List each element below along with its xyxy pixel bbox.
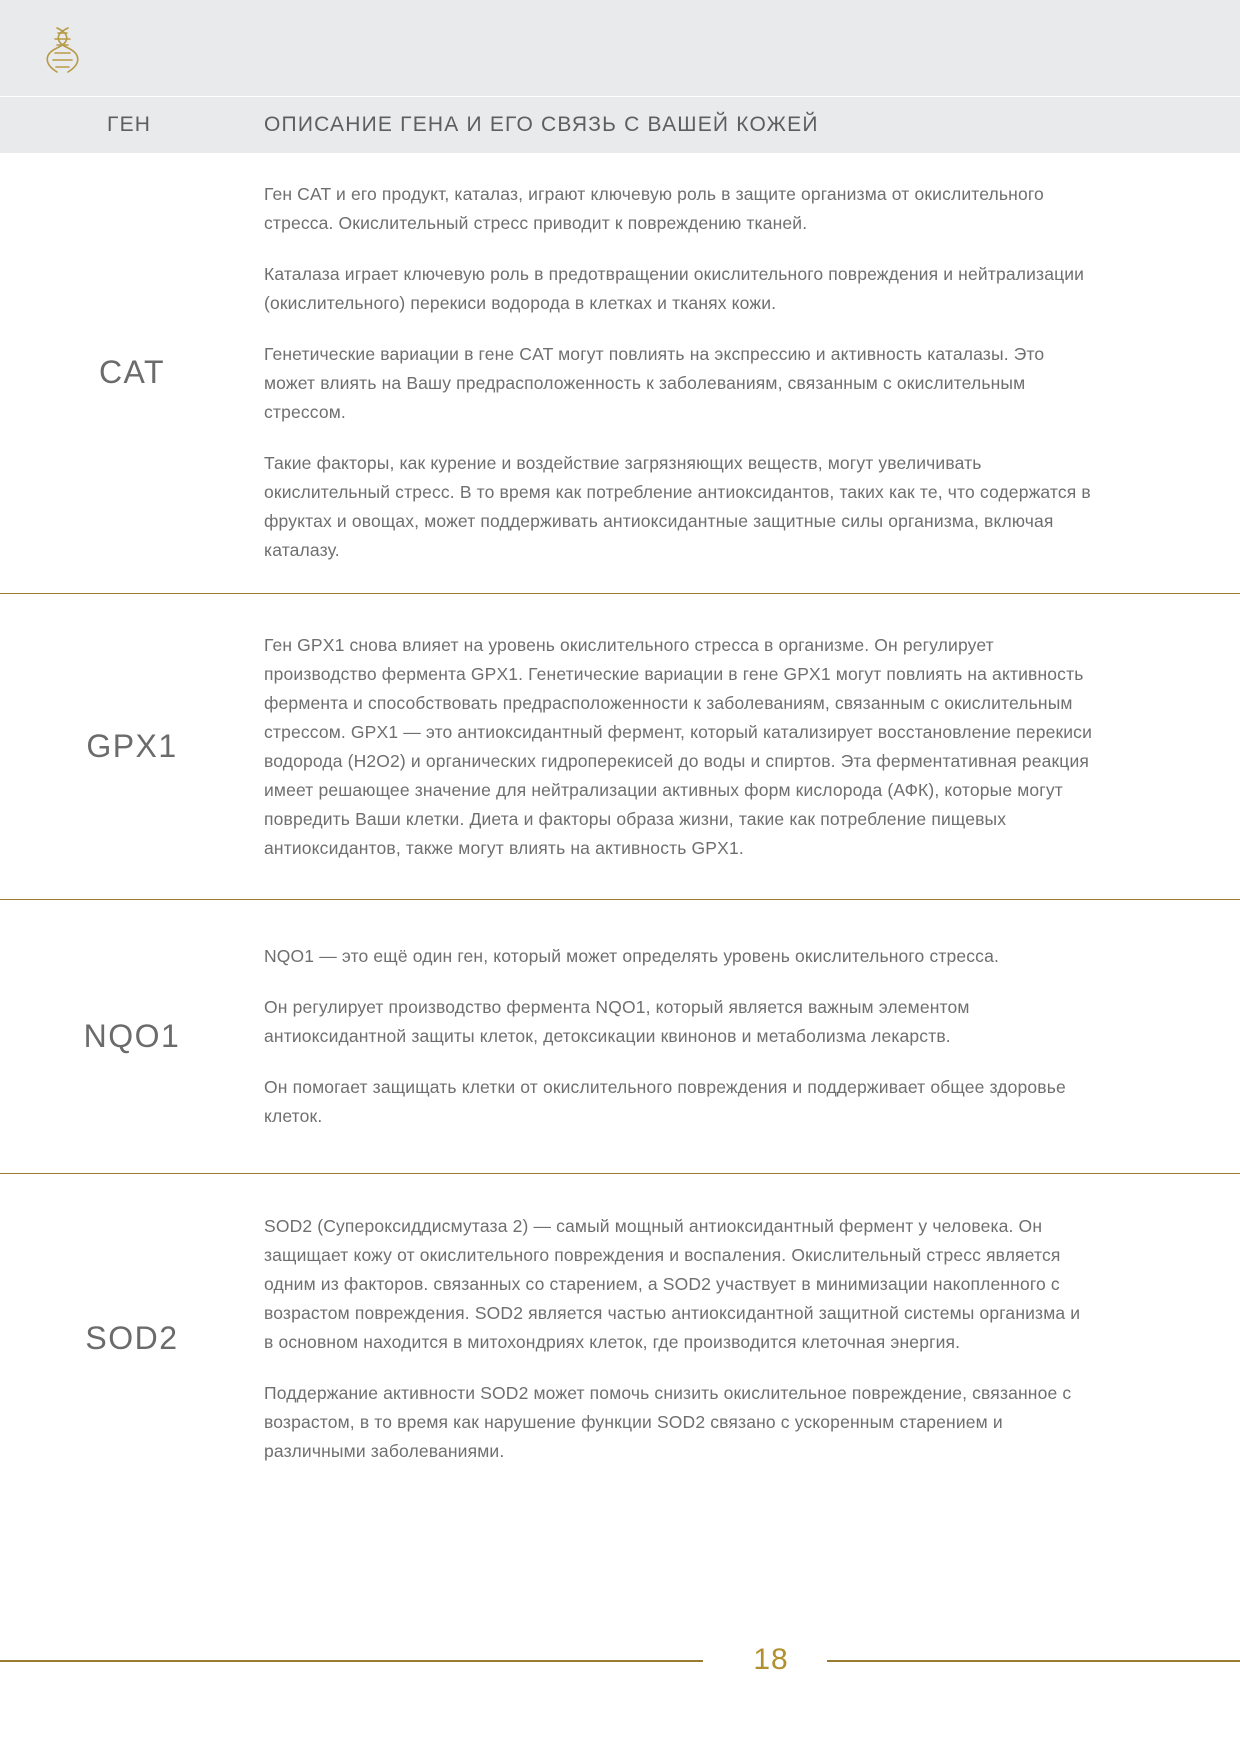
page-footer xyxy=(0,1640,1240,1680)
gene-table-body xyxy=(0,152,1240,1503)
paragraph: Ген GPX1 снова влияет на уровень окислительного стресса в организме. Он регулирует производство фермента GPX1. Генетические вариации в гене GPX1 могут повлиять на активность фермента и способствовать предрасположенности к заболеваниям, связанным с окислительным стрессом. GPX1 — это антиоксидантный фермент, который катализирует восстановление перекиси водорода (H2O2) и органических гидроперекисей до воды и спиртов. Эта ферментативная реакция имеет решающее значение для нейтрализации активных форм кислорода (АФК), которые могут повредить Ваши клетки. Диета и факторы образа жизни, такие как потребление пищевых антиоксидантов, также могут влиять на активность GPX1. xyxy=(264,634,1093,858)
paragraph: Генетические вариации в гене CAT могут повлиять на экспрессию и активность каталазы. Это может влиять на Вашу предрасположенность к заболеваниям, связанным с окислительным стрессом. xyxy=(264,344,1045,422)
footer-rule-right xyxy=(827,1660,1240,1662)
column-header-gene: ГЕН xyxy=(107,113,152,136)
paragraph: Он помогает защищать клетки от окислительного повреждения и поддерживает общее здоровье клеток. xyxy=(264,1077,1066,1126)
table-row xyxy=(0,593,1240,899)
page-header-bar xyxy=(0,0,1240,96)
table-row xyxy=(0,152,1240,593)
gene-description xyxy=(264,914,1240,1159)
table-header-row xyxy=(0,96,1240,153)
paragraph: Ген CAT и его продукт, каталаз, играют ключевую роль в защите организма от окислительного стресса. Окислительный стресс приводит к повреждению тканей. xyxy=(264,184,1044,233)
paragraph: NQO1 — это ещё один ген, который может определять уровень окислительного стресса. xyxy=(264,946,999,966)
gene-description xyxy=(264,603,1240,891)
dna-helix-icon xyxy=(40,22,88,78)
footer-rule-left xyxy=(0,1660,703,1662)
gene-description xyxy=(264,1184,1240,1494)
paragraph: Он регулирует производство фермента NQO1, который является важным элементом антиоксидантной защиты клеток, детоксикации квинонов и метаболизма лекарств. xyxy=(264,997,970,1046)
gene-name: GPX1 xyxy=(86,728,178,764)
gene-name: SOD2 xyxy=(85,1320,179,1356)
gene-name: CAT xyxy=(98,354,166,390)
gene-description xyxy=(264,152,1240,593)
paragraph: SOD2 (Супероксиддисмутаза 2) — самый мощный антиоксидантный фермент у человека. Он защищает кожу от окислительного повреждения и воспаления. Окислительный стресс является одним из факторов. связанных со старением, а SOD2 участвует в минимизации накопленного с возрастом повреждения. SOD2 является частью антиоксидантной защитной системы организма и в основном находится в митохондриях клеток, где производится клеточная энергия. xyxy=(264,1215,1081,1352)
column-header-description: ОПИСАНИЕ ГЕНА И ЕГО СВЯЗЬ С ВАШЕЙ КОЖЕЙ xyxy=(264,113,819,136)
table-row xyxy=(0,1173,1240,1503)
paragraph: Поддержание активности SOD2 может помочь снизить окислительное повреждение, связанное с возрастом, в то время как нарушение функции SOD2 связано с ускоренным старением и различными заболеваниями. xyxy=(264,1382,1072,1461)
page-number: 18 xyxy=(753,1643,789,1676)
paragraph: Каталаза играет ключевую роль в предотвращении окислительного повреждения и нейтрализации (окислительного) перекиси водорода в клетках и тканях кожи. xyxy=(264,264,1085,313)
table-row xyxy=(0,899,1240,1173)
gene-name: NQO1 xyxy=(83,1018,181,1054)
paragraph: Такие факторы, как курение и воздействие загрязняющих веществ, могут увеличивать окислительный стресс. В то время как потребление антиоксидантов, таких как те, что содержатся в фруктах и овощах, может поддерживать антиоксидантные защитные силы организма, включая каталазу. xyxy=(264,453,1091,560)
